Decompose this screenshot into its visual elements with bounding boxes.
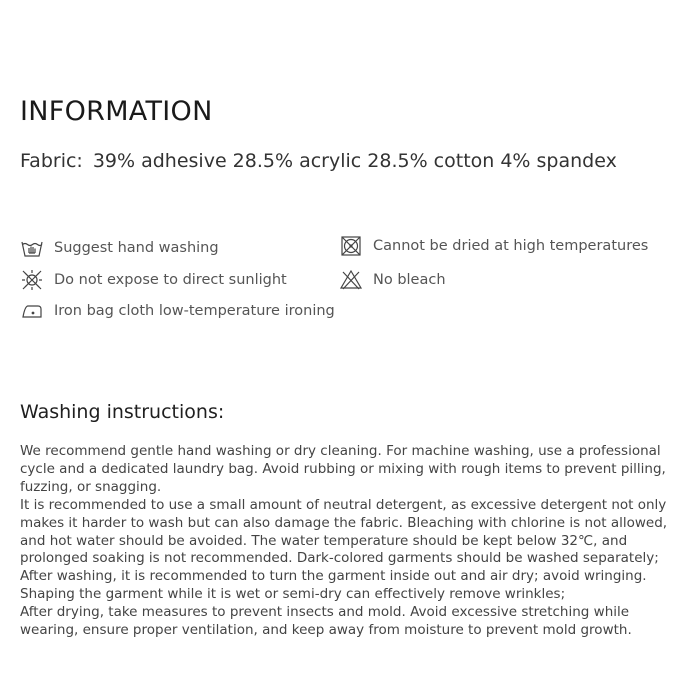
- instruction-line: After drying, take measures to prevent insects and mold. Avoid excessive stretching while: [20, 604, 630, 621]
- care-label: Suggest hand washing: [54, 240, 219, 256]
- instruction-line: prolonged soaking is not recommended. Dark-colored garments should be washed separately;: [20, 550, 659, 567]
- fabric-value: 39% adhesive 28.5% acrylic 28.5% cotton 4% spandex: [92, 150, 617, 172]
- instruction-line: makes it harder to wash but can also damage the fabric. Bleaching with chlorine is not allowed,: [20, 514, 668, 531]
- instruction-line: After washing, it is recommended to turn the garment inside out and air dry; avoid wringing.: [20, 568, 647, 585]
- page-title: INFORMATION: [20, 96, 213, 127]
- care-item-no-bleach: [339, 268, 446, 292]
- instruction-line: fuzzing, or snagging.: [20, 478, 162, 495]
- hand-wash-icon: [20, 236, 44, 260]
- care-item-no-sunlight: [20, 268, 287, 292]
- care-label: Cannot be dried at high temperatures: [373, 238, 649, 254]
- instruction-line: wearing, ensure proper ventilation, and keep away from moisture to prevent mold growth.: [20, 622, 632, 639]
- fabric-composition: [20, 150, 617, 172]
- instruction-line: Shaping the garment while it is wet or semi-dry can effectively remove wrinkles;: [20, 586, 566, 603]
- instruction-line: cycle and a dedicated laundry bag. Avoid rubbing or mixing with rough items to prevent pilling,: [20, 460, 666, 477]
- care-item-iron-low: [20, 299, 335, 323]
- washing-heading: Washing instructions:: [20, 401, 225, 423]
- no-sunlight-icon: [20, 268, 44, 292]
- washing-instructions: [20, 443, 700, 640]
- instruction-line: We recommend gentle hand washing or dry cleaning. For machine washing, use a professional: [20, 443, 661, 459]
- instruction-line: It is recommended to use a small amount of neutral detergent, as excessive detergent not only: [20, 496, 667, 513]
- no-tumble-dry-icon: [339, 234, 363, 258]
- iron-low-icon: [20, 299, 44, 323]
- fabric-label: Fabric:: [20, 150, 83, 172]
- instruction-line: and hot water should be avoided. The water temperature should be kept below 32℃, and: [20, 532, 628, 549]
- no-bleach-icon: [339, 268, 363, 292]
- care-item-hand-wash: [20, 236, 219, 260]
- care-item-no-tumble-dry: [339, 234, 648, 258]
- care-label: No bleach: [373, 272, 446, 288]
- care-label: Do not expose to direct sunlight: [54, 272, 287, 288]
- care-label: Iron bag cloth low-temperature ironing: [54, 303, 335, 319]
